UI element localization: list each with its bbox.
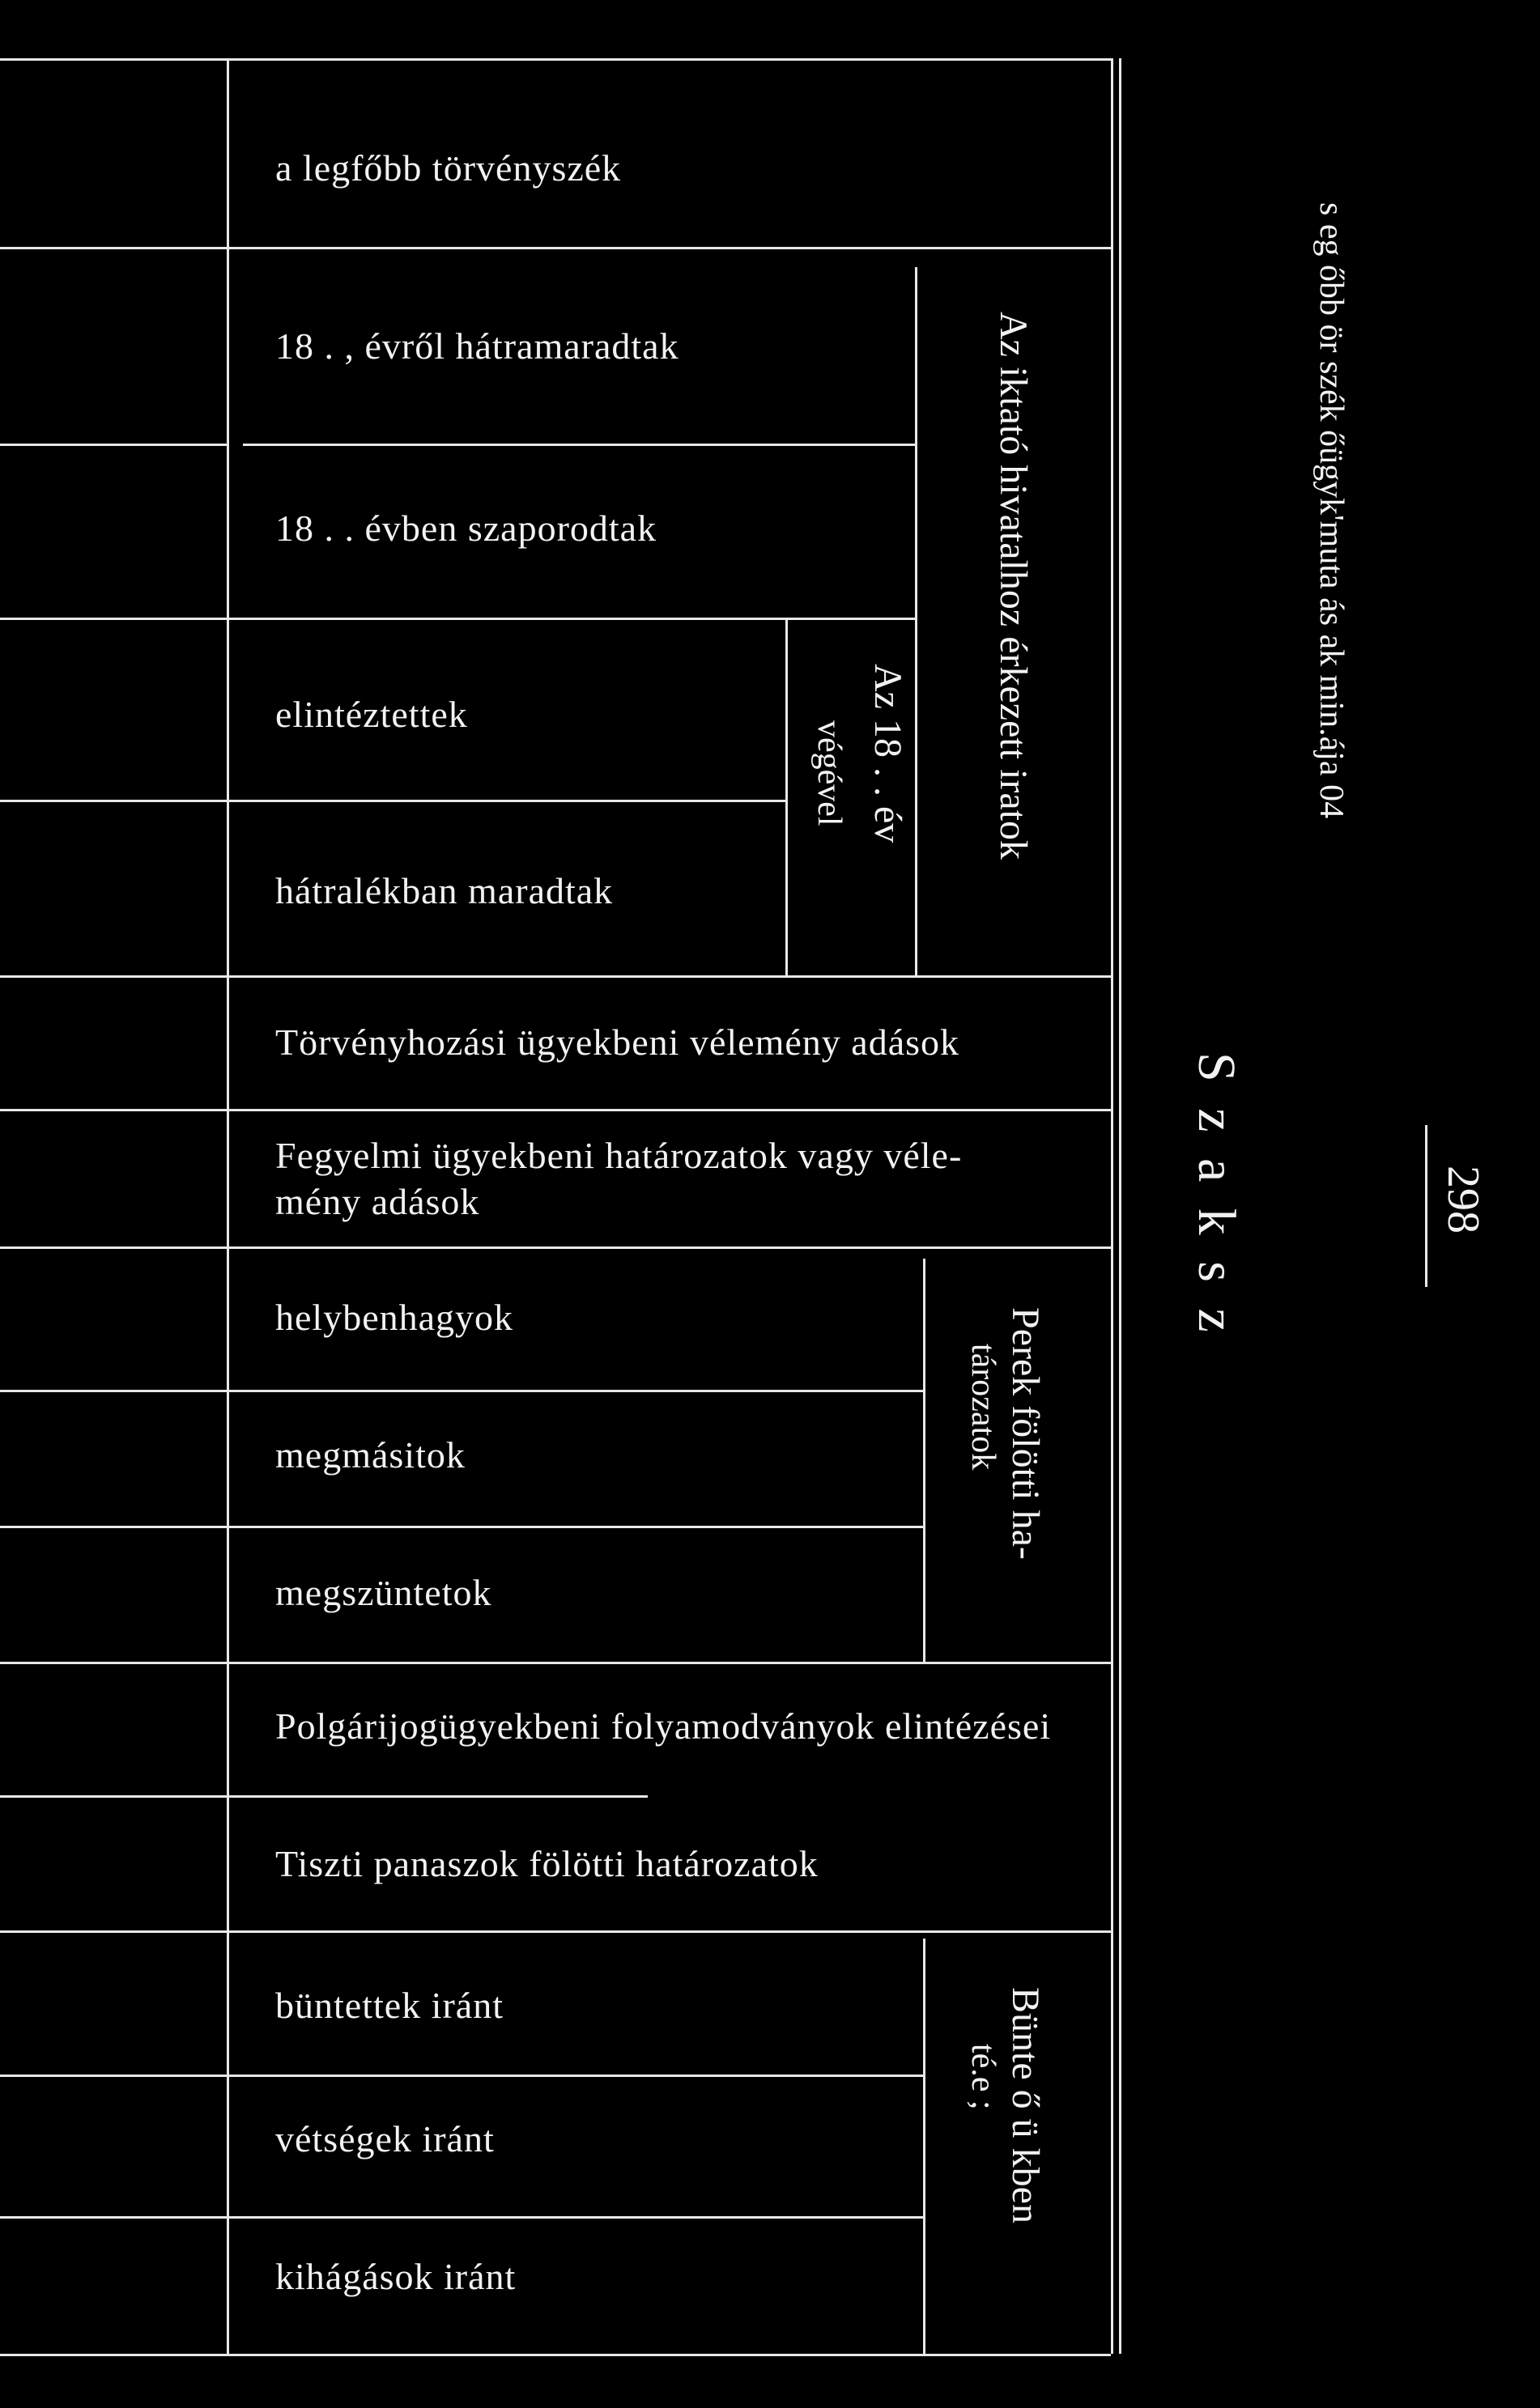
row-label-elinteztettek: elintéztettek	[275, 694, 468, 735]
row-divider	[0, 1246, 1111, 1249]
row-label-kihagasok: kihágások iránt	[275, 2256, 517, 2297]
group-rule-perek	[923, 1259, 925, 1662]
row-label-legfobb: a legfőbb törvényszék	[275, 147, 622, 189]
row-label-torvenyhozasi: Törvényhozási ügyekbeni vélemény adások	[275, 1021, 960, 1063]
page-title-spaced: S z a k s z	[1187, 1052, 1246, 1339]
row-divider	[0, 1390, 923, 1392]
row-divider	[0, 444, 227, 446]
row-divider	[0, 618, 915, 620]
top-border	[0, 58, 1111, 61]
row-label-fegyelmi-line1: Fegyelmi ügyekbeni határozatok vagy véle-	[275, 1135, 963, 1176]
group-label-perek-line2: tározatok	[964, 1344, 1002, 1471]
row-divider	[0, 1109, 1111, 1111]
row-divider	[0, 1930, 1111, 1933]
row-label-megmasitok: megmásitok	[275, 1434, 466, 1476]
row-label-buntettek: büntettek iránt	[275, 1985, 504, 2026]
group-label-vegevel-line1: Az 18 . . év	[866, 664, 909, 843]
row-divider	[0, 1662, 1111, 1664]
right-border-double	[1119, 58, 1121, 2354]
group-label-iktato: Az iktató hivatalhoz érkezett iratok	[992, 312, 1035, 860]
row-label-hatralekban: hátralékban maradtak	[275, 870, 614, 911]
row-divider	[0, 800, 785, 802]
row-label-tiszti: Tiszti panaszok fölötti határozatok	[275, 1843, 819, 1884]
group-rule-vegevel	[785, 618, 788, 975]
group-label-bunte-line2: té.e ;	[964, 2044, 1002, 2110]
row-label-megszuntetok: megszüntetok	[275, 1572, 492, 1613]
row-divider	[0, 2216, 923, 2219]
row-divider	[0, 2075, 923, 2077]
row-divider	[0, 247, 1111, 249]
group-label-perek-line1: Perek fölötti ha-	[1004, 1307, 1047, 1560]
row-label-polgari: Polgárijogügyekbeni folyamodványok elintézései	[275, 1705, 1052, 1747]
page-title-line: s eg őbb ör szék őügyk'muta ás ak min.ája 04	[1312, 202, 1350, 819]
row-label-hatramaradtak: 18 . , évről hátramaradtak	[275, 325, 679, 367]
row-label-helybenhagyok: helybenhagyok	[275, 1297, 514, 1338]
row-divider	[0, 975, 1111, 978]
group-label-vegevel-line2: végével	[810, 720, 848, 826]
row-divider	[243, 444, 915, 446]
row-divider	[0, 1795, 648, 1798]
bottom-border	[0, 2354, 1111, 2356]
page-number-rule	[1425, 1125, 1427, 1287]
group-label-bunte-line1: Bünte ő ü kben	[1004, 1987, 1047, 2223]
page-number: 298	[1438, 1166, 1488, 1234]
group-rule-bunte	[923, 1939, 925, 2354]
right-border	[1111, 58, 1113, 2354]
group-rule-iktato	[915, 267, 917, 975]
row-label-fegyelmi-line2: mény adások	[275, 1181, 480, 1222]
row-label-szaporodtak: 18 . . évben szaporodtak	[275, 508, 657, 549]
row-divider	[0, 1526, 923, 1528]
row-label-vetsegek: vétségek iránt	[275, 2118, 495, 2160]
label-column-rule	[227, 58, 229, 2354]
